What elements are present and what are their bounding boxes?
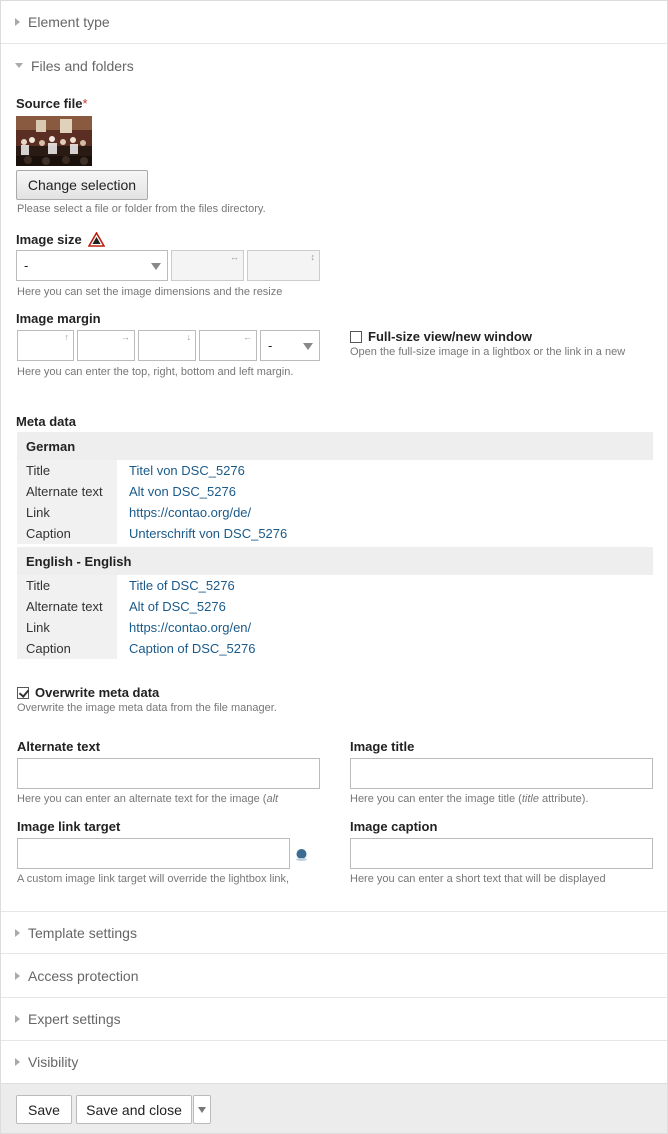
meta-key: Caption [17, 523, 117, 544]
arrow-up-icon: ↑ [64, 332, 69, 342]
link-target-tip: A custom image link target will override the lightbox link, [17, 873, 290, 885]
image-size-tip: Here you can set the image dimensions and the resize [17, 286, 283, 298]
overwrite-tip: Overwrite the image meta data from the file manager. [17, 702, 277, 714]
image-title-tip [350, 793, 655, 805]
image-caption-tip: Here you can enter a short text that will be displayed [350, 873, 606, 885]
overwrite-option[interactable] [17, 685, 159, 700]
image-size-label [16, 232, 105, 247]
image-title-tip-em: title [521, 793, 539, 805]
save-button[interactable]: Save [16, 1095, 72, 1124]
image-title-tip-post: attribute). [538, 793, 589, 805]
meta-data-label: Meta data [16, 414, 76, 429]
source-file-label-text: Source file [16, 96, 83, 111]
chevron-down-icon [303, 343, 313, 350]
image-width-input[interactable] [171, 250, 244, 281]
image-title-tip-pre: Here you can enter the image title ( [350, 793, 522, 805]
margin-unit-value: - [268, 338, 273, 353]
width-arrow-icon: ↔ [230, 252, 239, 262]
form-footer [1, 1083, 667, 1133]
meta-row [17, 481, 653, 502]
margin-left-input[interactable] [199, 330, 257, 361]
image-caption-input[interactable] [350, 838, 653, 869]
legend-element-type[interactable] [1, 1, 667, 44]
height-arrow-icon: ↕ [310, 252, 315, 262]
legend-visibility-label: Visibility [28, 1054, 79, 1070]
meta-value: https://contao.org/de/ [129, 505, 252, 520]
image-size-label-text: Image size [16, 232, 82, 247]
meta-key: Link [17, 617, 117, 638]
legend-template-settings[interactable] [1, 911, 667, 954]
fullsize-option[interactable] [350, 329, 532, 344]
meta-row [17, 523, 653, 544]
overwrite-checkbox[interactable] [17, 687, 29, 699]
image-title-label: Image title [350, 739, 415, 754]
meta-key: Link [17, 502, 117, 523]
pagepicker-icon[interactable] [295, 848, 308, 861]
meta-value: Caption of DSC_5276 [129, 641, 256, 656]
legend-expert-settings[interactable] [1, 998, 667, 1041]
fullsize-tip: Open the full-size image in a lightbox or the link in a new [350, 346, 626, 358]
legend-expert-settings-label: Expert settings [28, 1011, 121, 1027]
meta-row [17, 617, 653, 638]
image-margin-label: Image margin [16, 311, 101, 326]
link-target-input[interactable] [17, 838, 290, 869]
arrow-left-icon: ← [243, 332, 252, 342]
meta-key: Title [17, 460, 117, 481]
meta-value: Alt von DSC_5276 [129, 484, 236, 499]
meta-lang-english: English - English [17, 547, 653, 575]
alt-text-tip-text: Here you can enter an alternate text for the image ( [17, 793, 267, 805]
arrow-right-icon: → [121, 332, 130, 342]
arrow-down-icon: ↓ [186, 332, 191, 342]
warning-icon [88, 232, 105, 247]
chevron-right-icon [15, 18, 20, 26]
fullsize-label: Full-size view/new window [368, 329, 532, 344]
meta-key: Title [17, 575, 117, 596]
legend-element-type-label: Element type [28, 14, 110, 30]
chevron-down-icon [151, 263, 161, 270]
image-title-input[interactable] [350, 758, 653, 789]
source-file-thumbnail[interactable] [16, 116, 92, 166]
margin-right-input[interactable] [77, 330, 135, 361]
margin-unit-select[interactable] [260, 330, 320, 361]
alt-text-tip [17, 793, 307, 805]
required-mark: * [82, 96, 88, 111]
more-actions-button[interactable] [193, 1095, 211, 1124]
meta-value: Alt of DSC_5276 [129, 599, 226, 614]
margin-top-input[interactable] [17, 330, 74, 361]
image-size-select-value: - [24, 258, 29, 273]
source-file-tip: Please select a file or folder from the files directory. [17, 203, 266, 215]
chevron-right-icon [15, 1058, 20, 1066]
meta-value: Titel von DSC_5276 [129, 463, 245, 478]
change-selection-button[interactable]: Change selection [16, 170, 148, 200]
meta-row [17, 596, 653, 617]
meta-row [17, 460, 653, 481]
save-and-close-button[interactable]: Save and close [76, 1095, 192, 1124]
alt-text-input[interactable] [17, 758, 320, 789]
image-margin-tip: Here you can enter the top, right, bottom and left margin. [17, 366, 294, 378]
source-file-label [16, 96, 88, 111]
meta-row [17, 638, 653, 659]
chevron-right-icon [15, 1015, 20, 1023]
image-caption-label: Image caption [350, 819, 438, 834]
meta-key: Alternate text [17, 481, 117, 502]
meta-value: Unterschrift von DSC_5276 [129, 526, 288, 541]
fullsize-checkbox[interactable] [350, 331, 362, 343]
image-height-input[interactable] [247, 250, 320, 281]
alt-text-label: Alternate text [17, 739, 101, 754]
legend-files-and-folders-label: Files and folders [31, 57, 134, 74]
chevron-down-icon [198, 1107, 206, 1113]
legend-files-and-folders[interactable] [1, 44, 667, 87]
legend-access-protection[interactable] [1, 955, 667, 998]
chevron-down-icon [15, 63, 23, 68]
overwrite-label: Overwrite meta data [35, 685, 160, 700]
margin-bottom-input[interactable] [138, 330, 196, 361]
link-target-label: Image link target [17, 819, 121, 834]
chevron-right-icon [15, 972, 20, 980]
legend-template-settings-label: Template settings [28, 924, 137, 941]
meta-value: Title of DSC_5276 [129, 578, 235, 593]
chevron-right-icon [15, 929, 20, 937]
meta-key: Caption [17, 638, 117, 659]
meta-row [17, 575, 653, 596]
legend-visibility[interactable] [1, 1041, 667, 1084]
meta-value: https://contao.org/en/ [129, 620, 252, 635]
legend-access-protection-label: Access protection [28, 968, 139, 984]
concert-photo-thumbnail [16, 116, 92, 166]
alt-text-tip-em: alt [266, 793, 279, 805]
meta-key: Alternate text [17, 596, 117, 617]
meta-row [17, 502, 653, 523]
image-size-select[interactable] [16, 250, 168, 281]
meta-lang-german: German [17, 432, 653, 460]
